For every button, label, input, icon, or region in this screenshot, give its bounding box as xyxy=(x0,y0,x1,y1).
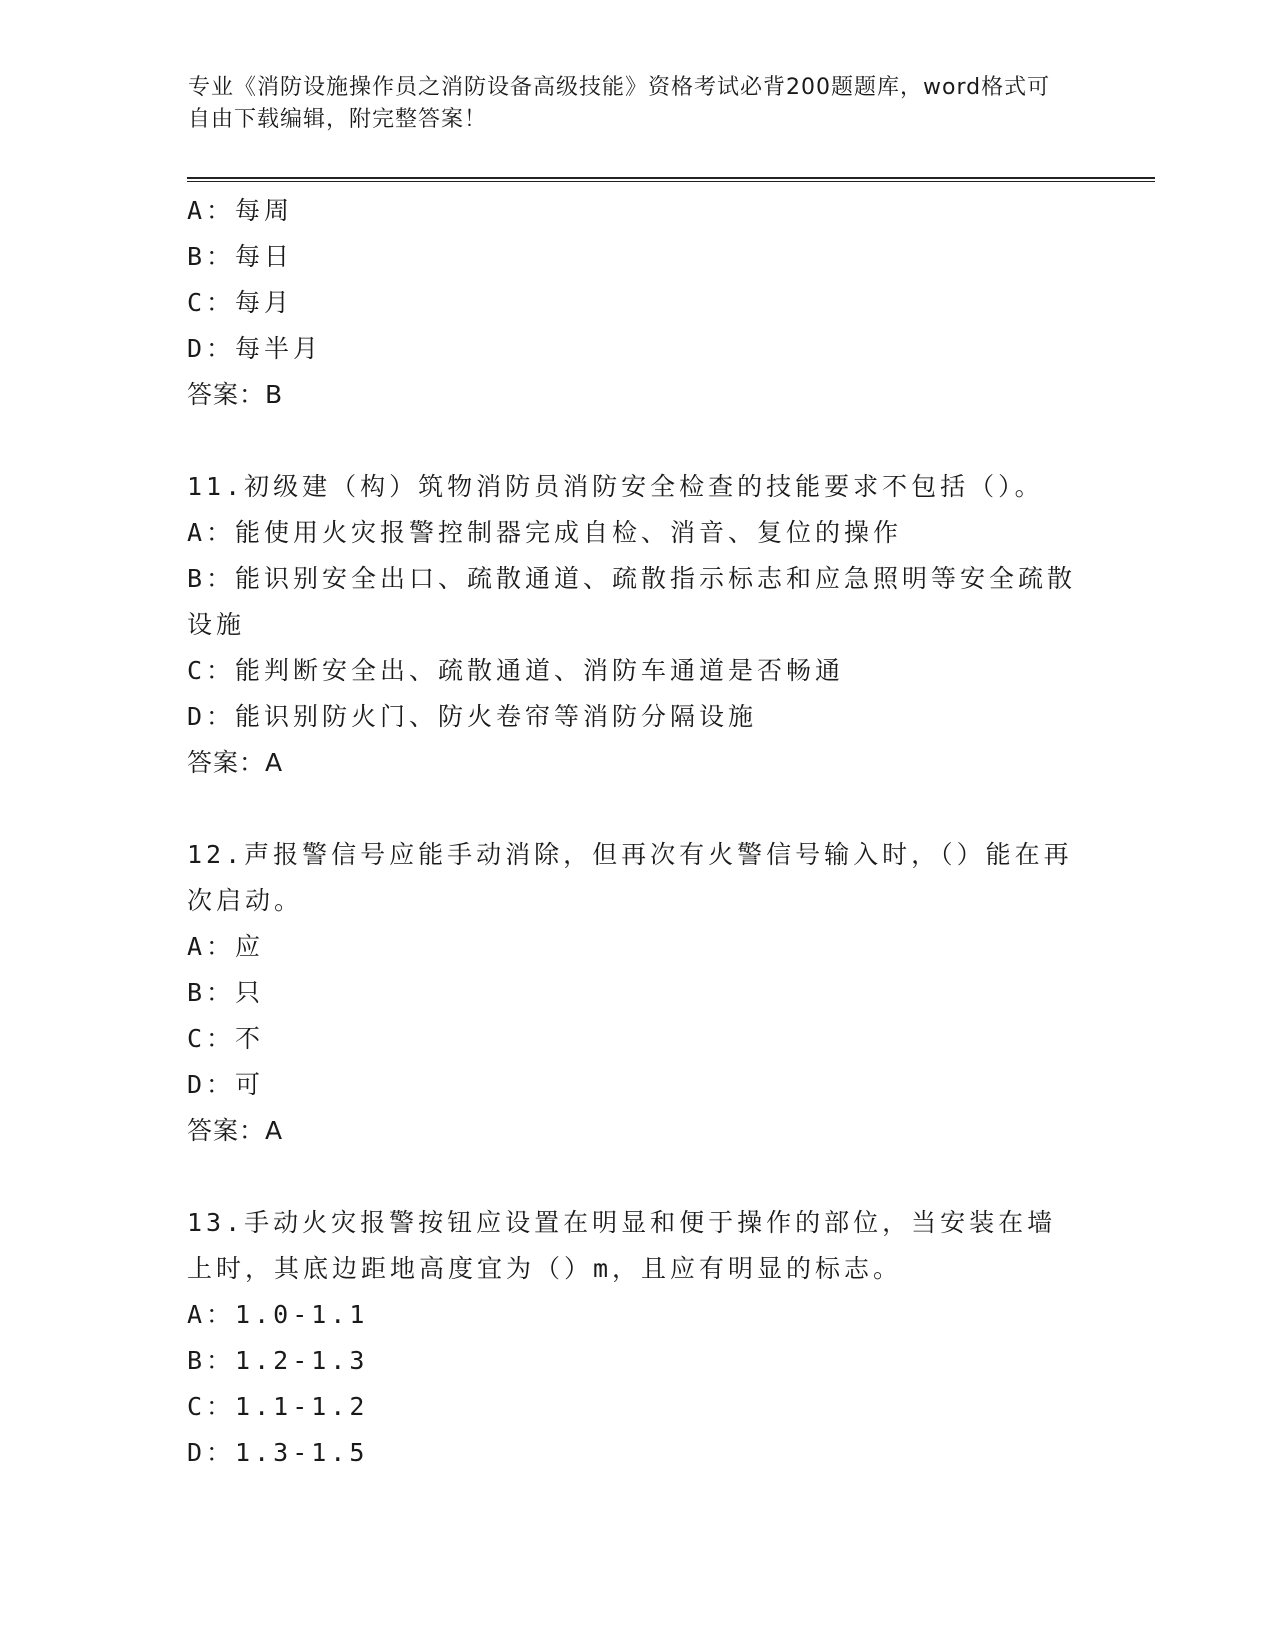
option-c: C：不 xyxy=(187,1024,265,1053)
option-d: D：可 xyxy=(187,1070,265,1099)
option-a: A：每周 xyxy=(187,196,294,225)
question-list xyxy=(187,188,1077,1476)
option-a: A：能使用火灾报警控制器完成自检、消音、复位的操作 xyxy=(187,518,903,547)
question-13 xyxy=(187,1200,1077,1476)
option-c: C：能判断安全出、疏散通道、消防车通道是否畅通 xyxy=(187,656,845,685)
spacer xyxy=(187,418,1077,464)
question-11 xyxy=(187,464,1077,786)
document-header: 专业《消防设施操作员之消防设备高级技能》资格考试必背200题题库，word格式可自由下载编辑，附完整答案！ xyxy=(188,75,1051,132)
question-10 xyxy=(187,188,1077,418)
answer-line: 答案：A xyxy=(187,748,284,777)
header-divider xyxy=(187,177,1155,182)
option-a: A：1.0-1.1 xyxy=(187,1300,369,1329)
spacer xyxy=(187,1154,1077,1200)
option-a: A：应 xyxy=(187,932,265,961)
option-c: C：每月 xyxy=(187,288,294,317)
option-b: B：只 xyxy=(187,978,265,1007)
answer-line: 答案：A xyxy=(187,1116,284,1145)
option-b: B：1.2-1.3 xyxy=(187,1346,369,1375)
option-b: B：每日 xyxy=(187,242,294,271)
question-stem: 13.手动火灾报警按钮应设置在明显和便于操作的部位，当安装在墙上时，其底边距地高度宜为（）m，且应有明显的标志。 xyxy=(187,1208,1057,1283)
question-stem: 11.初级建（构）筑物消防员消防安全检查的技能要求不包括（）。 xyxy=(187,472,1044,501)
option-c: C：1.1-1.2 xyxy=(187,1392,369,1421)
option-b: B：能识别安全出口、疏散通道、疏散指示标志和应急照明等安全疏散设施 xyxy=(187,564,1077,639)
spacer xyxy=(187,786,1077,832)
question-12 xyxy=(187,832,1077,1154)
question-stem: 12.声报警信号应能手动消除，但再次有火警信号输入时，（）能在再次启动。 xyxy=(187,840,1073,915)
option-d: D：1.3-1.5 xyxy=(187,1438,369,1467)
option-d: D：能识别防火门、防火卷帘等消防分隔设施 xyxy=(187,702,758,731)
option-d: D：每半月 xyxy=(187,334,323,363)
answer-line: 答案：B xyxy=(187,380,284,409)
